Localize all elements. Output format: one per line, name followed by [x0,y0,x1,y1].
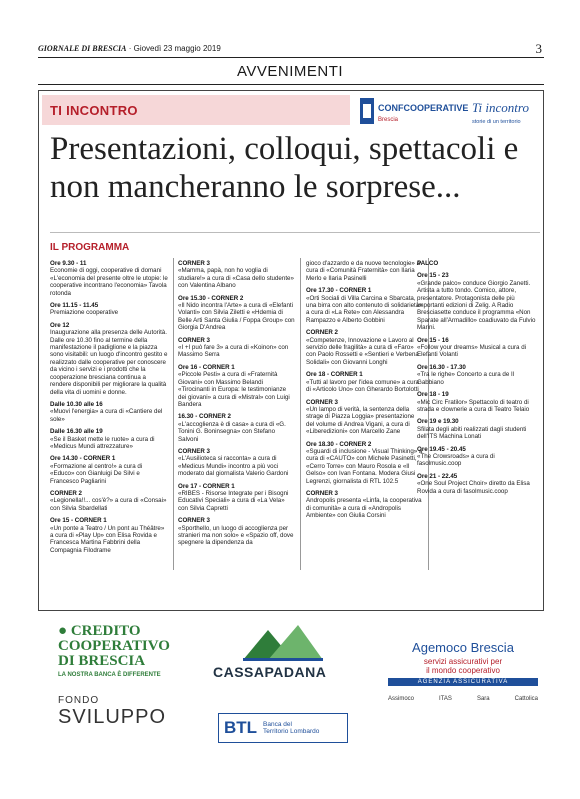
program-item [50,302,168,317]
headline-rule [50,232,540,233]
program-desc: gioco d'azzardo e da nuove tecnologie» a cura di «Comunità Fraternità» con Ilaria Merlo e Ilaria Pasinelli [306,260,421,282]
program-time: Ore 17 - CORNER 1 [178,482,235,490]
paper-name: GIORNALE DI BRESCIA [38,44,127,53]
page-number: 3 [535,41,542,56]
program-time: CORNER 3 [178,517,210,525]
agemoco-bar: AGENZIA ASSICURATIVA [388,678,538,686]
cc-line2: COOPERATIVO [58,638,170,654]
agemoco-line1: servizi assicurativi per [423,657,503,666]
article-headline: Presentazioni, colloqui, spettacoli e non mancheranno le sorprese... [50,131,519,205]
program-item [306,371,424,393]
program-time: CORNER 3 [178,447,210,455]
logo-sub: Brescia [378,117,399,123]
program-item [50,401,168,423]
program-item [306,490,424,520]
program-desc: Premiazione cooperative [50,309,119,317]
program-item [178,483,296,513]
brand-itas: ITAS [439,696,452,702]
program-desc: «Follow your dreams» Musical a cura di Elefanti Volanti [417,344,527,359]
confcooperative-logo [360,96,536,128]
program-desc: «RIBES - Risorse Integrate per i Bisogni Educativi Speciali» a cura di «La Vela» con Silvia Capretti [178,489,289,512]
program-time: Ore 17.30 - CORNER 1 [306,287,372,295]
program-item [178,517,296,547]
program-desc: «Mic Circ Fratilor» Spettacolo di teatro di strada e clownerie a cura di Teatro Telaio [417,398,530,413]
program-column-4 [417,260,540,500]
program-time: Ore 12 [50,321,70,329]
program-time: Ore 15.30 - CORNER 2 [178,294,244,302]
program-item [306,260,424,282]
program-time: Ore 15 - CORNER 1 [50,517,107,525]
program-desc: Inaugurazione alla presenza delle Autorità. Dalle ore 10.30 fino al termine della manifestazione il padiglione e la piazza sono visitabili: un luogo d'incontro gestito e realizzato dalle cooperative per conoscere da vicino i servizi e i prodotti che la cooperazione bresciana continua a rendere disponibili per migliorare la qualità della vita di uomini e donne. [50,329,168,396]
program-item [178,260,296,290]
column-divider [173,258,174,570]
program-item [417,446,540,468]
program-desc: «Tra le righe» Concerto a cura de Il Gabbiano [417,371,515,386]
program-item [50,490,168,512]
agemoco-name: Agemoco Brescia [412,640,514,655]
logo-name: CONFCOOPERATIVE [378,103,469,113]
ad-agemoco[interactable] [388,640,538,702]
program-desc: «Orti Sociali di Villa Carcina e Sbarcata, una birra con alto contenuto di solidarietà» a cura di «La Rete» con Alessandra Rampazzo e Alberto Gobbini [306,294,423,324]
program-time: Ore 9.30 - 11 [50,260,87,267]
rubric-tag: TI INCONTRO [50,103,138,118]
program-time: Ore 18 - 19 [417,391,449,399]
program-item [417,272,540,331]
header-rule [38,57,544,58]
program-desc: «Piccole Pesti» a cura di «Fraternità Giovani» con Massimo Belandi «Tirocinanti in Europa: le testimonianze dei giovani» a cura di «Mistral» con Luigi Bandera [178,371,290,408]
program-time: CORNER 2 [306,329,338,337]
program-item [50,455,168,485]
program-item [417,418,540,440]
program-time: Ore 18.30 - CORNER 2 [306,440,372,448]
program-desc: «Sporthello, un luogo di accoglienza per stranieri ma non solo» e «Spazio off, dove spegnere la dipendenza da [178,524,294,547]
program-desc: «Il Nido incontra l'Arte» a cura di «Elefanti Volanti» con Silvia Ziletti e «Hdemia di Belle Arti Santa Giulia / Foppa Group» con Giorgia D'Andrea [178,302,295,332]
cc-tagline: LA NOSTRA BANCA È DIFFERENTE [58,672,161,678]
program-time: Ore 11.15 - 11.45 [50,302,99,310]
program-desc: «Se il Basket mette le ruote» a cura di «Medicus Mundi attrezzature» [50,435,155,450]
program-item [178,364,296,408]
program-desc: «Tutti al lavoro per l'idea comune» a cura di «Articolo Uno» con Gherardo Bortolotti [306,378,420,394]
program-time: Ore 16 - CORNER 1 [178,363,235,371]
program-time: Ore 21 - 22.45 [417,472,458,480]
program-time: 16.30 - CORNER 2 [178,413,231,421]
program-desc: Economie di oggi, cooperative di domani «L'economia del presente oltre le utopie: le cooperative incontrano l'economia» Tavola rotonda [50,267,168,297]
program-desc: «Competenze, Innovazione e Lavoro al servizio delle fragilità» a cura di «Faro» con Paolo Rossetti e «Sentieri e Verbena Solidali» con Giovanni Longhi [306,336,419,366]
program-column-1 [50,260,168,559]
program-item [306,329,424,366]
program-desc: «Muovi l'energia» a cura di «Cantiere del sole» [50,408,163,423]
program-time: PALCO [417,260,439,267]
program-time: Ore 15 - 16 [417,336,449,344]
program-desc: Sfilata degli abiti realizzati dagli studenti dell'ITS Machina Lonati [417,425,527,441]
cassa-padana-name: CASSAPADANA [213,664,327,680]
ad-fondo-sviluppo[interactable] [58,695,166,729]
fondo-line2: SVILUPPO [58,706,167,728]
program-desc: Andropolis presenta «Linfa, la cooperativa di comunità» a cura di «Andropolis Ambiente» con Giulia Corsini [306,497,422,520]
program-time: Ore 19.45 - 20.45 [417,445,466,453]
program-time: Dalle 16.30 alle 19 [50,428,103,436]
program-item [417,260,540,267]
cc-line3: DI BRESCIA [58,653,146,669]
brand-cattolica: Cattolica [514,696,538,702]
program-time: CORNER 3 [306,489,338,497]
program-time: Ore 19 e 19.30 [417,418,459,426]
program-time: Ore 14.30 - CORNER 1 [50,455,116,463]
program-time: Ore 15 - 23 [417,272,449,280]
program-desc: «The Crowsroads» a cura di fasolmusic.coop [417,452,495,468]
program-desc: «Sguardi di inclusione - Visual Thinking» a cura di «CAUTO» con Michele Pasinetti, «Cerro Torre» con Mauro Rosola e «Il Gelso» con Ivan Fontana. Modera Giusi Legrenzi, giornalista di RTL 102.5 [306,447,423,485]
program-desc: «Formazione al centro!» a cura di «Educo» con Gianluigi De Silvi e Francesco Pagliarini [50,462,143,485]
program-desc: «Legionella!!... cos'è?» a cura di «Consai» con Silvia Sbardellati [50,497,167,512]
program-desc: «I +I può fare 3» a cura di «Koinon» con Massimo Serra [178,344,289,359]
program-item [178,337,296,359]
program-item [306,287,424,324]
program-item [178,295,296,332]
brand-assimoco: Assimoco [388,696,415,702]
column-divider [300,258,301,570]
program-time: Ore 16.30 - 17.30 [417,363,466,371]
fondo-line1: FONDO [58,695,100,706]
program-desc: «Mamma, papà, non ho voglia di studiare!» a cura di «Casa dello studente» con Valentina Albano [178,267,294,290]
program-column-2 [178,260,296,552]
btl-short: BTL [224,718,258,737]
cc-line1: ● CREDITO [58,623,141,639]
section-title: AVVENIMENTI [236,63,344,80]
program-desc: «One Soul Project Choir» diretto da Elisa Rovida a cura di fasolmusic.coop [417,480,530,495]
issue-date: Giovedì 23 maggio 2019 [133,44,221,53]
program-desc: «L'Ausilioteca si racconta» a cura di «Medicus Mundi» incontro a più voci moderato dal giornalista Valerio Gardoni [178,455,289,478]
program-desc: «Grande palco» conduce Giorgio Zanetti. Artista a tutto tondo. Comico, attore, presentatore. Protagonista delle più importanti edizioni di Zelig. A Radio Bresciasette conduce il programma «Non Sparate all'Armadillo» coadiuvato da Fulvio Marini. [417,279,536,332]
program-time: CORNER 3 [306,398,338,406]
ad-credito-cooperativo[interactable] [58,624,190,690]
program-item [306,441,424,485]
program-time: CORNER 3 [178,260,210,267]
program-item [417,337,540,359]
program-time: CORNER 3 [178,336,210,344]
logo-script: Ti incontro [472,100,529,115]
section-rule [38,84,544,85]
btl-text: Banca del Territorio Lombardo [263,720,320,735]
program-item [50,517,168,554]
program-heading: IL PROGRAMMA [50,242,130,253]
ad-btl[interactable] [218,713,348,743]
running-header: GIORNALE DI BRESCIA · Giovedì 23 maggio 2019 [38,44,221,53]
program-item [50,322,168,396]
program-item [417,391,540,413]
program-item [417,473,540,495]
program-item [178,413,296,443]
program-time: CORNER 2 [50,489,82,497]
program-item [306,399,424,436]
program-desc: «L'accoglienza è di casa» a cura di «G. Tonini G. Boninsegna» con Stefano Salvoni [178,420,286,443]
program-item [50,260,168,297]
program-item [178,448,296,478]
brand-sara: Sara [476,696,490,702]
program-time: Dalle 10.30 alle 16 [50,400,103,408]
program-item [50,428,168,450]
program-desc: «Un lampo di verità, la sentenza della strage di Piazza Loggia» presentazione del volume di Andrea Vigani, a cura di «Liberedizioni» con Marcello Zane [306,405,415,436]
program-time: Ore 18 - CORNER 1 [306,371,363,379]
program-item [417,364,540,386]
logo-tagline: storie di un territorio [472,119,521,125]
agemoco-brands [388,696,538,702]
program-desc: «Un ponte a Teatro / Un pont au Théâtre» a cura di «Play Up» con Elisa Rovida e Francesca Martina Fabbrini della Compagnia Filodrame [50,524,165,554]
agemoco-line2: il mondo cooperativo [426,666,500,675]
program-column-3 [306,260,424,525]
